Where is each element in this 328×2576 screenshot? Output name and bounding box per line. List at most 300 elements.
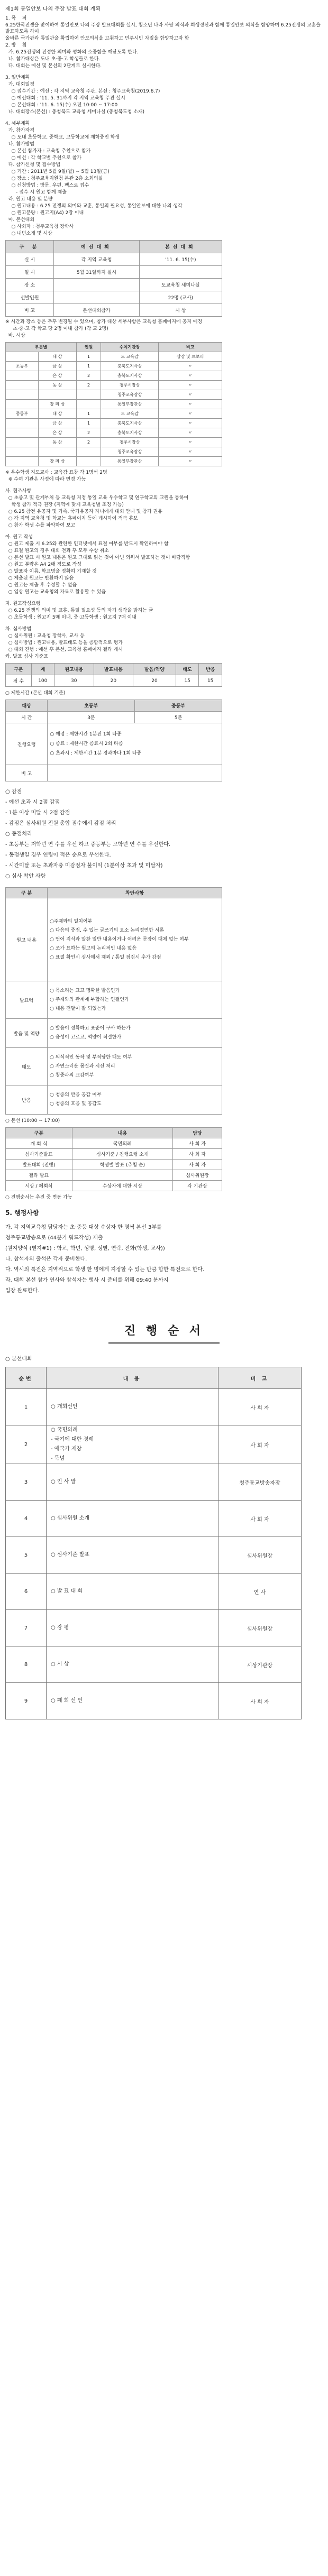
- order-title-box: [5, 1318, 323, 1344]
- table-cell: [6, 457, 39, 466]
- table-cell: 상장 및 트로피: [159, 352, 222, 362]
- table-cell: 〃: [159, 457, 222, 466]
- table-cell: 시 간: [6, 712, 48, 723]
- table-header: 구 분: [6, 241, 54, 253]
- table-cell: 학생별 발표 (추첨 순): [72, 1160, 172, 1170]
- text-line: 차. 심사방법: [5, 627, 32, 632]
- table-row: [6, 1683, 302, 1719]
- table-header: 부문별: [6, 343, 77, 352]
- text-line: ○ 접수기간 : 예선 : 각 지역 교육청 주관, 본선 : 청주교육청(2019.6.7): [5, 89, 160, 94]
- text-line: - 예선 초과 시 2점 감점: [5, 799, 60, 805]
- table-header: 구분: [6, 1128, 72, 1138]
- text-line: 카. 발표 심사 기준표: [5, 654, 48, 659]
- order-note: 사 회 자: [218, 1501, 302, 1537]
- table-cell: 장 려 상: [38, 400, 76, 409]
- order-content: ○ 강 평: [47, 1610, 218, 1646]
- order-note: 청주통교방송자장: [218, 1464, 302, 1501]
- text-line: 청주통교방송으로 (44분기 워드작성) 제출: [5, 1235, 103, 1241]
- section-heading: 5. 행정사항: [5, 1209, 39, 1217]
- table-cell: 은 상: [38, 371, 76, 381]
- table-cell: ○ 의식적인 동작 및 부적당한 태도 여부 ○ 자연스러운 몸짓과 시선 처리 ○ 청중과의 교감여부: [48, 1048, 222, 1085]
- text-line: 입장 완료한다.: [5, 1288, 40, 1294]
- table-header: 비고: [159, 343, 222, 352]
- table-header: 중등부: [135, 700, 222, 712]
- table-cell: [72, 1170, 172, 1181]
- table-cell: [6, 381, 39, 390]
- order-number: 9: [6, 1683, 47, 1719]
- text-line: - 1분 이상 미달 시 2점 감점: [5, 810, 70, 816]
- text-line: 학생 참가 적극 권장 (지역에 맞게 교육청별 조정 가능): [5, 502, 124, 508]
- text-line: ○ 초중고 및 관계부처 등 교육청 지정 통일 교육 우수학교 및 연구학교의 교원을 통하여: [5, 495, 189, 501]
- table-header: 태도: [176, 664, 199, 675]
- text-line: ※ 시간과 장소 등은 추후 변경될 수 있으며, 참가 대상 세부사항은 교육청 홈페이지에 공지 예정: [5, 319, 203, 325]
- text-line: 나. 대회장소(본선) : 충청북도 교육청 세미나실 (충청북도청 소재): [5, 109, 145, 115]
- text-line: ○ 신청방법 : 방문, 우편, 팩스로 접수: [5, 183, 89, 188]
- text-line: ○ 제한시간 (본선 대회 기준): [5, 691, 66, 696]
- table-cell: 2: [77, 438, 101, 447]
- table-cell: 수상자에 대한 시상: [72, 1181, 172, 1191]
- plan-table: [5, 240, 222, 317]
- table-cell: 5분: [135, 712, 222, 723]
- text-line: 올바른 국가관과 통일관을 확립하여 안보의식을 고취하고 민주시민 자질을 함양하고자 함: [5, 36, 189, 41]
- table-row: [6, 712, 222, 723]
- table-row: [6, 390, 222, 400]
- text-line: ○ 사회자 : 청주교육청 장학사: [5, 224, 74, 229]
- order-table: [5, 1367, 302, 1719]
- para-b: [5, 470, 323, 660]
- table-cell: 금 상: [38, 419, 76, 428]
- table-cell: 대 상: [38, 352, 76, 362]
- text-line: ○ 원고 분량은 A4 2매 정도로 작성: [5, 562, 81, 567]
- text-line: ○ 본선 참가자 : 교육청 추천으로 참가: [5, 149, 91, 154]
- table-cell: [77, 400, 101, 409]
- table-row: [6, 1389, 302, 1425]
- text-line: ○ 참가 학생 수를 파악하여 보고: [5, 523, 76, 528]
- text-line: 나. 참석자의 출석은 각자 준비한다.: [5, 1256, 87, 1262]
- table-row: [6, 362, 222, 371]
- table-cell: 결과 발표: [6, 1170, 72, 1181]
- text-line: - 초등부는 저학년 연 수를 우선 하고 중등부는 고학년 연 수를 우선한다.: [5, 842, 171, 848]
- table-row: [6, 723, 222, 765]
- table-cell: [77, 390, 101, 400]
- text-line: 가. 참가자격: [5, 128, 34, 133]
- table-row: [6, 1170, 222, 1181]
- text-line: ○ 심사방법 : 원고내용, 발표태도 등을 종합적으로 평가: [5, 640, 123, 646]
- table-row: [6, 1537, 302, 1574]
- table-row: [6, 1574, 302, 1610]
- table-cell: [6, 419, 39, 428]
- table-cell: [6, 390, 39, 400]
- table-row: [6, 1019, 222, 1048]
- table-header: 구 분: [6, 888, 48, 898]
- text-line: 바. 시상: [5, 333, 25, 338]
- table-cell: ○주제와의 일치여부 ○ 다음의 중점, 수 있는 글쓰기의 요소 논리정연한 서론 ○ 언어 지식과 알찬 일반 내용이거나 어려운 문장이 대체 없는 여부 ○ 조가 요하는 원고의 논리적인 내용 없음 ○ 표절 확인시 심사에서 제외 / 통일 점검시 추가 감점: [48, 898, 222, 981]
- text-line: 가. 대회일정: [5, 82, 34, 87]
- table-row: [6, 371, 222, 381]
- table-header: 초등부: [48, 700, 135, 712]
- table-cell: 중등부: [6, 409, 39, 419]
- text-line: ○ 기간 : 2011년 5월 9일(월) ~ 5월 13일(금): [5, 169, 110, 174]
- table-cell: 각 지역 교육청: [54, 253, 139, 266]
- text-line: 2. 방 침: [5, 43, 27, 48]
- text-line: 나. 참가방법: [5, 142, 34, 147]
- table-row: [6, 400, 222, 409]
- table-cell: 심사기준발표: [6, 1149, 72, 1160]
- table-row: [6, 1501, 302, 1537]
- table-cell: 청주교육장상: [101, 390, 159, 400]
- table-cell: 장 려 상: [38, 457, 76, 466]
- text-line: ○ 6.25 전쟁의 의미 및 교훈, 통일 필요성 등의 자기 생각을 밝히는 글: [5, 608, 153, 613]
- text-line: ○ 6.25 참전 유공자 및 가족, 국가유공자 자녀에게 대회 안내 및 참가 권유: [5, 509, 162, 514]
- table-header: 인원: [77, 343, 101, 352]
- table-cell: 20: [133, 675, 176, 687]
- table-cell: 도 교육감: [101, 352, 159, 362]
- table-cell: 통일부장관상: [101, 457, 159, 466]
- table-row: [6, 1085, 222, 1115]
- schedule-table: [5, 1127, 222, 1191]
- criteria-table: [5, 887, 222, 1115]
- table-header: 비 고: [218, 1367, 302, 1389]
- text-line: - 접수 시 원고 함께 제출: [5, 190, 67, 195]
- order-section-label: ○ 본선대회: [5, 1356, 32, 1362]
- para-e: [5, 787, 323, 882]
- order-number: 4: [6, 1501, 47, 1537]
- text-line: ○ 원고분량 : 원고지(A4) 2장 이내: [5, 210, 84, 216]
- text-line: 아. 원고 작성: [5, 535, 33, 540]
- order-content: ○ 인 사 말: [47, 1464, 218, 1501]
- table-row: [6, 765, 222, 781]
- table-cell: 국민의례: [72, 1138, 172, 1149]
- table-row: [6, 291, 222, 304]
- text-line: - 시간미달 또는 초과자중 미감점자 불이익 (1분이상 초과 및 미달자): [5, 863, 163, 869]
- table-header: 대상: [6, 700, 48, 712]
- table-cell: 〃: [159, 409, 222, 419]
- table-cell: 개 회 식: [6, 1138, 72, 1149]
- score-table: [5, 663, 222, 687]
- table-cell: 장 소: [6, 279, 54, 291]
- table-row: [6, 447, 222, 457]
- order-number: 8: [6, 1646, 47, 1683]
- table-cell: [38, 390, 76, 400]
- table-cell: 도 교육감: [101, 409, 159, 419]
- table-cell: 2: [77, 428, 101, 438]
- table-cell: 발표력: [6, 981, 48, 1019]
- table-row: [6, 1048, 222, 1085]
- text-line: ○ 원고 제출 시 6.25와 관련한 인터넷에서 표절 여부를 반드시 확인하여야 함: [5, 541, 169, 547]
- table-header: 담당: [173, 1128, 222, 1138]
- table-row: [6, 381, 222, 390]
- table-cell: 동 상: [38, 438, 76, 447]
- text-line: ○ 본선대회 : '11. 6. 15(수) 오전 10:00 ~ 17:00: [5, 103, 118, 108]
- table-cell: 실 시: [6, 253, 54, 266]
- table-cell: ○ 예령 : 제한시간 1분전 1회 타종 ○ 종료 : 제한시간 종료시 2회 타종 ○ 초과시 : 제한시간 1분 경과마다 1회 타종: [48, 723, 222, 765]
- table-cell: 1: [77, 362, 101, 371]
- text-line: 다. 대회는 예선 및 본선의 2단계로 실시한다.: [5, 63, 102, 69]
- table-cell: 시 상: [139, 304, 222, 317]
- section5-body: [5, 1222, 323, 1296]
- text-line: ○ 예선대회 : '11. 5. 31까지 각 지역 교육청 주관 실시: [5, 96, 125, 101]
- order-content: ○ 개회선언: [47, 1389, 218, 1425]
- table-cell: 일 시: [6, 266, 54, 279]
- table-cell: 진행요령: [6, 723, 48, 765]
- table-cell: [6, 352, 39, 362]
- table-cell: 충북도지사상: [101, 371, 159, 381]
- order-number: 5: [6, 1537, 47, 1574]
- table-cell: 원고 내용: [6, 898, 48, 981]
- text-line: ○ 각 지역 교육청 및 학교는 홈페이지 등에 게시하여 적극 홍보: [5, 516, 138, 521]
- text-line: 다. 역시의 특전은 지역적으로 학생 한 명에게 지정할 수 있는 만큼 합한 특전으로 한다.: [5, 1267, 205, 1273]
- table-row: [6, 279, 222, 291]
- table-cell: 15: [199, 675, 222, 687]
- table-cell: 심사기준 / 진행요령 소개: [72, 1149, 172, 1160]
- table-cell: 〃: [159, 381, 222, 390]
- prize-table: [5, 342, 222, 466]
- text-line: ○ 입상 원고는 교육청의 자료로 활용할 수 있음: [5, 590, 106, 595]
- order-note: 연 사: [218, 1574, 302, 1610]
- text-line: ○ 대회 진행 : 예선 후 본선, 교육청 홈페이지 결과 게시: [5, 647, 123, 652]
- table-cell: 충북도지사상: [101, 419, 159, 428]
- table-row: [6, 1425, 302, 1464]
- text-line: 라. 대회 본선 참가 연사와 참석자는 행사 시 준비를 위해 09:40 분까지: [5, 1277, 169, 1283]
- text-line: ○ 본선 발표 시 원고 내용은 원고 그대로 읽는 것이 아닌 외워서 발표하는 것이 바람직함: [5, 555, 190, 560]
- text-line: ○ 심사 착안 사항: [5, 873, 46, 879]
- table-cell: 30: [54, 675, 94, 687]
- table-cell: 사 회 자: [173, 1149, 222, 1160]
- text-line: 다. 참가신청 및 접수방법: [5, 162, 61, 168]
- table-cell: 청주시장상: [101, 438, 159, 447]
- text-line: ○ 본선 (10:00 ~ 17:00): [5, 1118, 60, 1124]
- table-row: [6, 981, 222, 1019]
- table-row: [6, 1646, 302, 1683]
- text-line: 1. 목 적: [5, 16, 27, 21]
- order-content: ○ 발 표 대 회: [47, 1574, 218, 1610]
- table-row: [6, 253, 222, 266]
- table-cell: 비 고: [6, 765, 48, 781]
- table-cell: 청주시장상: [101, 381, 159, 390]
- table-cell: 반응: [6, 1085, 48, 1115]
- table-cell: ○ 목소리는 크고 명확한 발음인가 ○ 주제와의 관계에 부합하는 연결인가 ○ 내용 전달이 잘 되었는가: [48, 981, 222, 1019]
- table-cell: 동 상: [38, 381, 76, 390]
- text-line: - 동점생일 경우 연령이 적은 순으로 우선한다.: [5, 852, 111, 858]
- table-header: 구분: [6, 664, 32, 675]
- table-cell: 〃: [159, 438, 222, 447]
- text-line: ○ 장소 : 청주교육지원청 본관 2층 소회의실: [5, 176, 103, 181]
- text-line: ○ 표절 원고의 경우 대회 전과 후 모두 수상 취소: [5, 548, 109, 554]
- order-number: 7: [6, 1610, 47, 1646]
- table-cell: 발표대회 (진행): [6, 1160, 72, 1170]
- table-cell: [6, 438, 39, 447]
- table-cell: 사 회 자: [173, 1160, 222, 1170]
- text-line: ○ 원고내용 : 6.25 전쟁의 의미와 교훈, 통일의 필요성, 통일안보에 대한 나의 생각: [5, 204, 183, 209]
- document-title: 제1회 통일안보 나의 주장 발표 대회 계획: [5, 6, 101, 12]
- order-note: 사 회 자: [218, 1389, 302, 1425]
- table-cell: 선발인원: [6, 291, 54, 304]
- table-cell: ○ 청중의 반응 공감 여부 ○ 청중의 호응 및 공감도: [48, 1085, 222, 1115]
- order-note: 시상기관장: [218, 1646, 302, 1683]
- table-cell: 청주교육장상: [101, 447, 159, 457]
- table-cell: 〃: [159, 400, 222, 409]
- order-number: 2: [6, 1425, 47, 1464]
- intro-block: [5, 15, 323, 237]
- table-cell: [38, 447, 76, 457]
- table-cell: [6, 428, 39, 438]
- table-cell: '11. 6. 15(수): [139, 253, 222, 266]
- para-a: [5, 319, 323, 339]
- table-cell: 100: [31, 675, 54, 687]
- table-cell: 은 상: [38, 428, 76, 438]
- table-header: 순번: [6, 1367, 47, 1389]
- order-note: 심사위원장: [218, 1610, 302, 1646]
- table-row: [6, 1464, 302, 1501]
- table-row: [6, 352, 222, 362]
- table-cell: 각 기관장: [173, 1181, 222, 1191]
- order-content: ○ 시 상: [47, 1646, 218, 1683]
- table-cell: 〃: [159, 371, 222, 381]
- text-line: ○ 내빈소개 및 시상: [5, 231, 52, 236]
- text-line: ※ 수여 기관은 사정에 따라 변경 가능: [5, 477, 86, 482]
- table-cell: 심사위원장: [173, 1170, 222, 1181]
- table-row: [6, 304, 222, 317]
- order-content: ○ 심사기준 발표: [47, 1537, 218, 1574]
- table-header: 착안사항: [48, 888, 222, 898]
- text-line: ○ 감점: [5, 789, 22, 795]
- table-cell: 도교육청 세미나실: [139, 279, 222, 291]
- text-line: ○ 도내 초등학교, 중학교, 고등학교에 재학중인 학생: [5, 135, 120, 140]
- table-header: 계: [31, 664, 54, 675]
- table-cell: 사 회 자: [173, 1138, 222, 1149]
- text-line: 초·중·고 각 학교 당 2명 이내 참가 (각 교 2명): [5, 326, 108, 332]
- table-row: [6, 1138, 222, 1149]
- table-header: 수여기관장: [101, 343, 159, 352]
- order-number: 6: [6, 1574, 47, 1610]
- text-line: ○ 원고는 제출 후 수정할 수 없음: [5, 583, 77, 588]
- table-row: [6, 1610, 302, 1646]
- table-header: 예선대회: [54, 241, 139, 253]
- text-line: 마. 본선대회: [5, 217, 34, 223]
- table-cell: 〃: [159, 428, 222, 438]
- table-row: [6, 409, 222, 419]
- table-cell: 1: [77, 419, 101, 428]
- text-line: 가. 6.25전쟁의 진정한 의미와 평화의 소중함을 깨닫도록 한다.: [5, 50, 139, 55]
- order-content: ○ 국민의례 - 국기에 대한 경례 - 애국가 제창 - 묵념: [47, 1425, 218, 1464]
- text-line: 4. 세부계획: [5, 121, 30, 126]
- table-cell: 비 고: [6, 304, 54, 317]
- text-line: ○ 제출된 원고는 반환하지 않음: [5, 576, 74, 581]
- text-line: ○ 동점처리: [5, 831, 32, 837]
- text-line: 나. 참가대상은 도내 초·중·고 학생들로 한다.: [5, 57, 101, 62]
- order-number: 3: [6, 1464, 47, 1501]
- table-cell: [54, 279, 139, 291]
- table-cell: 〃: [159, 447, 222, 457]
- table-cell: 3분: [48, 712, 135, 723]
- table-cell: 발음 및 억양: [6, 1019, 48, 1048]
- table-cell: [77, 457, 101, 466]
- table-row: [6, 266, 222, 279]
- table-row: [6, 438, 222, 447]
- table-header: 발음/억양: [133, 664, 176, 675]
- table-cell: 2: [77, 371, 101, 381]
- table-header: 본선대회: [139, 241, 222, 253]
- order-number: 1: [6, 1389, 47, 1425]
- table-row: [6, 419, 222, 428]
- table-cell: 시상 / 폐회식: [6, 1181, 72, 1191]
- table-cell: 충북도지사상: [101, 428, 159, 438]
- table-cell: [48, 765, 222, 781]
- table-cell: 22명 (교사): [139, 291, 222, 304]
- text-line: ○ 발표자 이름, 학교명을 정확히 기재할 것: [5, 569, 97, 574]
- text-line: 3. 일반계획: [5, 75, 30, 80]
- text-line: - 감점은 심사위원 전원 총합 점수에서 감점 처리: [5, 821, 116, 826]
- table-header: 반응: [199, 664, 222, 675]
- text-line: 사. 협조사항: [5, 489, 32, 494]
- table-cell: 대 상: [38, 409, 76, 419]
- table-cell: [54, 291, 139, 304]
- table-cell: 1: [77, 352, 101, 362]
- table-header: 내 용: [47, 1367, 218, 1389]
- text-line: 자. 원고작성요령: [5, 601, 41, 606]
- order-note: 사 회 자: [218, 1425, 302, 1464]
- table-cell: 15: [176, 675, 199, 687]
- table-cell: [6, 400, 39, 409]
- table-header: 원고내용: [54, 664, 94, 675]
- table-cell: 충북도지사상: [101, 362, 159, 371]
- text-line: 6.25한국전쟁을 맞이하여 통일안보 나의 주장 발표대회를 실시, 청소년 나라 사랑 의식과 희생정신과 함께 통일안보 의식을 함양하며 6.25전쟁의 교훈을 발표하도록 하여: [5, 23, 322, 34]
- table-row: [6, 1149, 222, 1160]
- table-cell: 태도: [6, 1048, 48, 1085]
- table-cell: 통일부장관상: [101, 400, 159, 409]
- table-cell: 〃: [159, 390, 222, 400]
- text-line: (원지양식 (별지#1) : 학교, 학년, 성명, 성별, 연락, 전화(학생, 교사)): [5, 1246, 165, 1252]
- order-content: ○ 폐 회 선 언: [47, 1683, 218, 1719]
- table-row: [6, 457, 222, 466]
- order-note: 심사위원장: [218, 1537, 302, 1574]
- text-line: ○ 진행순서는 추진 중 변동 가능: [5, 1195, 72, 1200]
- text-line: ※ 우수학생 지도교사 : 교육감 표창 각 1명씩 2명: [5, 470, 107, 475]
- table-row: [6, 898, 222, 981]
- table-cell: 1: [77, 409, 101, 419]
- table-cell: [139, 266, 222, 279]
- table-cell: 20: [94, 675, 133, 687]
- table-cell: ○ 발음이 정확하고 표준어 구사 하는가 ○ 음성이 고르고, 억양이 적절한가: [48, 1019, 222, 1048]
- table-cell: 〃: [159, 362, 222, 371]
- table-cell: 초등부: [6, 362, 39, 371]
- time-table: [5, 700, 222, 781]
- table-header: 내용: [72, 1128, 172, 1138]
- table-cell: [6, 371, 39, 381]
- table-row: [6, 675, 222, 687]
- table-cell: 점 수: [6, 675, 32, 687]
- order-title: 진 행 순 서: [108, 1318, 220, 1344]
- table-header: 발표내용: [94, 664, 133, 675]
- table-row: [6, 1160, 222, 1170]
- table-cell: 금 상: [38, 362, 76, 371]
- table-cell: [77, 447, 101, 457]
- table-row: [6, 428, 222, 438]
- text-line: 라. 원고 내용 및 분량: [5, 197, 53, 202]
- table-cell: [6, 447, 39, 457]
- order-content: ○ 심사위원 소개: [47, 1501, 218, 1537]
- text-line: 가. 각 지역교육청 담당자는 초·중등 대상 수상자 한 명씩 본선 3부를: [5, 1225, 162, 1230]
- order-note: 사 회 자: [218, 1683, 302, 1719]
- text-line: ○ 예선 : 각 학교별 추천으로 참가: [5, 155, 81, 161]
- table-cell: 5월 31일까지 실시: [54, 266, 139, 279]
- table-cell: 〃: [159, 419, 222, 428]
- text-line: ○ 심사위원 : 교육청 장학사, 교사 등: [5, 633, 85, 639]
- table-cell: 2: [77, 381, 101, 390]
- text-line: ○ 초등학생 : 원고지 5매 이내, 중·고등학생 : 원고지 7매 이내: [5, 615, 137, 620]
- table-row: [6, 1181, 222, 1191]
- table-cell: 본선대회참가: [54, 304, 139, 317]
